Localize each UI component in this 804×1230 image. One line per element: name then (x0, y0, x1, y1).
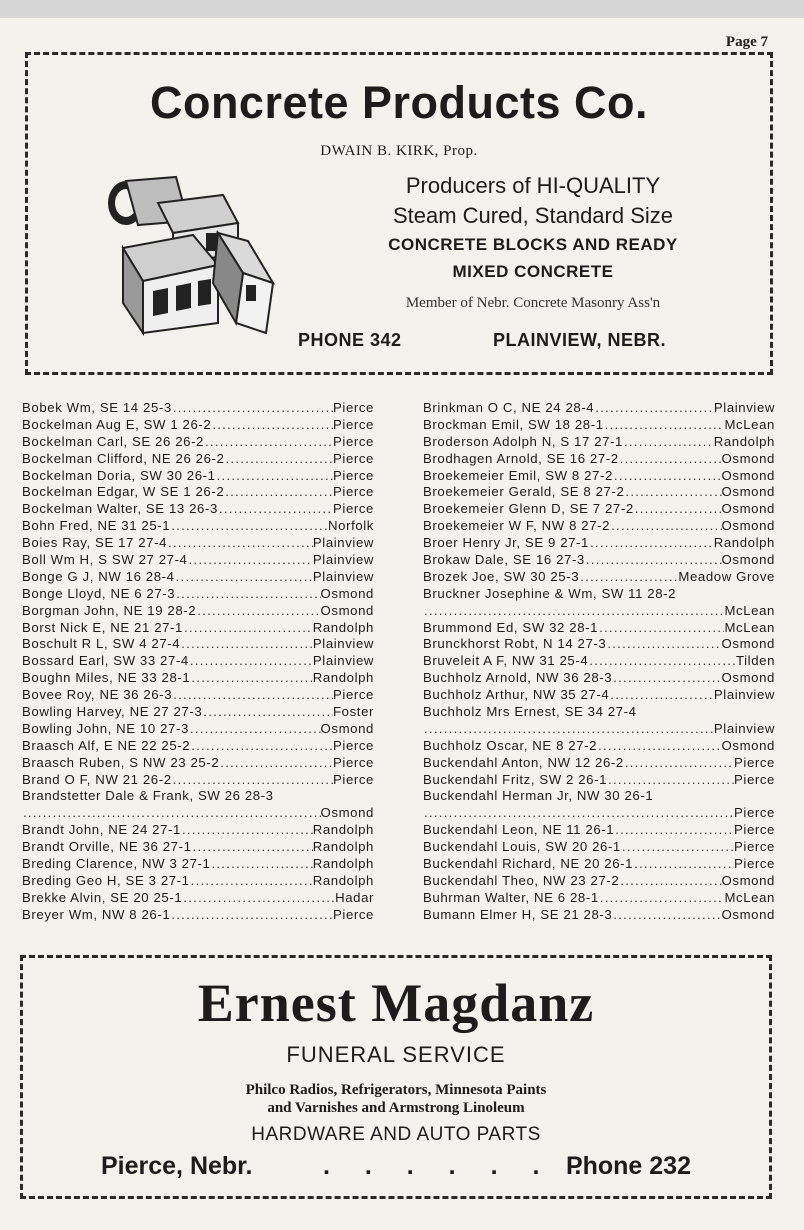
directory-entry (423, 417, 775, 434)
dot-leader (172, 772, 333, 789)
directory-entry (423, 772, 775, 789)
ad-title: Concrete Products Co. (149, 77, 649, 128)
entry-town: Osmond (721, 906, 775, 922)
entry-town: McLean (724, 416, 775, 432)
dot-leader (170, 518, 328, 535)
directory-entry (22, 788, 374, 805)
directory-entry (423, 822, 775, 839)
dot-leader (189, 721, 321, 738)
entry-town: Pierce (333, 906, 374, 922)
dot-leader (621, 839, 734, 856)
entry-town: Norfolk (328, 518, 374, 534)
dot-leader (180, 636, 313, 653)
entry-name-location: Brozek Joe, SW 30 25-3 (423, 568, 580, 584)
directory-entry (22, 704, 374, 721)
concrete-products-ad (25, 52, 773, 375)
entry-name-location: Brand O F, NW 21 26-2 (22, 771, 172, 787)
directory-entry (423, 518, 775, 535)
dot-leader (224, 451, 333, 468)
concrete-blocks-illustration (98, 173, 278, 338)
entry-name-location: Borgman John, NE 19 28-2 (22, 602, 197, 618)
directory-entry (423, 620, 775, 637)
ad-tagline-1: Producers of HI-QUALITY (405, 173, 661, 198)
dot-leader (192, 839, 313, 856)
dot-leader (189, 653, 313, 670)
entry-town: McLean (724, 619, 775, 635)
entry-name-location: Bowling Harvey, NE 27 27-3 (22, 704, 203, 720)
entry-town: Pierce (333, 771, 374, 787)
entry-name-location: Broekemeier Gerald, SE 8 27-2 (423, 484, 625, 500)
entry-town: Plainview (312, 653, 374, 669)
directory-entry (423, 653, 775, 670)
directory-entry (423, 636, 775, 653)
dot-leader (610, 518, 721, 535)
entry-town: Plainview (713, 687, 775, 703)
dot-leader (196, 603, 320, 620)
entry-name-location: Buckendahl Theo, NW 23 27-2 (423, 872, 620, 888)
entry-town: McLean (724, 602, 775, 618)
entry-name-location: Bockelman Doria, SW 30 26-1 (22, 467, 216, 483)
dot-leader (218, 501, 333, 518)
entry-town: Plainview (713, 720, 775, 736)
entry-name-location: Bobek Wm, SE 14 25-3 (22, 400, 172, 415)
entry-name-location: Bruveleit A F, NW 31 25-4 (423, 653, 589, 669)
entry-town: Osmond (721, 552, 775, 568)
directory-entry (423, 434, 775, 451)
entry-town: Pierce (734, 856, 775, 872)
entry-name-location: Brunckhorst Robt, N 14 27-3 (423, 636, 607, 652)
dot-leader (614, 822, 734, 839)
entry-town: Plainview (312, 552, 374, 568)
directory-entry (22, 890, 374, 907)
directory-entry (22, 822, 374, 839)
directory-entry (423, 603, 775, 620)
dot-leader (423, 721, 714, 738)
dot-leader (588, 653, 736, 670)
entry-name-location: Broekemeier Glenn D, SE 7 27-2 (423, 501, 634, 517)
entry-town: Tilden (735, 653, 775, 669)
directory-entry (423, 755, 775, 772)
directory-entry (22, 653, 374, 670)
directory-entry (423, 738, 775, 755)
directory-entry (423, 451, 775, 468)
directory-entry (22, 839, 374, 856)
directory-entry (22, 468, 374, 485)
entry-town: Osmond (721, 484, 775, 500)
entry-name-location: Buhrman Walter, NE 6 28-1 (423, 889, 599, 905)
directory-entry (423, 535, 775, 552)
entry-name-location: Bossard Earl, SW 33 27-4 (22, 653, 189, 669)
dot-leader (211, 417, 333, 434)
entry-town: Osmond (721, 501, 775, 517)
entry-name-location: Buchholz Arnold, NW 36 28-3 (423, 670, 613, 686)
directory-entry (423, 484, 775, 501)
directory-entry (22, 501, 374, 518)
dot-leader (423, 603, 724, 620)
entry-town: Pierce (333, 687, 374, 703)
ad-phone: Phone 232 (565, 1152, 691, 1180)
ad-tagline-4: MIXED CONCRETE (452, 262, 614, 281)
dot-leader (182, 890, 335, 907)
directory-entry (423, 721, 775, 738)
directory-entry (423, 839, 775, 856)
dot-leader (210, 856, 312, 873)
ad-phone: PHONE 342 (298, 330, 402, 350)
entry-town: Osmond (320, 720, 374, 736)
dot-leader (190, 873, 313, 890)
entry-name-location: Bonge G J, NW 16 28-4 (22, 568, 175, 584)
entry-town: McLean (724, 889, 775, 905)
entry-name-location: Bowling John, NE 10 27-3 (22, 720, 189, 736)
entry-name-location: Buckendahl Richard, NE 20 26-1 (423, 856, 634, 872)
entry-name-location: Bockelman Edgar, W SE 1 26-2 (22, 484, 225, 500)
dot-leader (604, 417, 725, 434)
directory-entry (423, 687, 775, 704)
directory-entry (22, 552, 374, 569)
entry-town: Pierce (333, 400, 374, 415)
ad-city: PLAINVIEW, NEBR. (493, 330, 667, 350)
dot-leader (216, 468, 333, 485)
dot-leader (633, 856, 734, 873)
entry-name-location: Buckendahl Anton, NW 12 26-2 (423, 754, 624, 770)
entry-town: Osmond (721, 872, 775, 888)
entry-name-location: Bockelman Walter, SE 13 26-3 (22, 501, 218, 517)
directory-entry (22, 400, 374, 417)
directory-entry (423, 400, 775, 417)
entry-town: Plainview (312, 636, 374, 652)
directory-entry (22, 805, 374, 822)
entry-town: Randolph (713, 535, 775, 551)
dot-leader (190, 738, 333, 755)
directory-entry (423, 586, 775, 603)
dot-leader (181, 822, 313, 839)
ad-city: Pierce, Nebr. (101, 1152, 253, 1180)
entry-name-location: Boughn Miles, NE 33 28-1 (22, 670, 191, 686)
entry-town: Pierce (333, 754, 374, 770)
entry-name-location: Bockelman Aug E, SW 1 26-2 (22, 416, 212, 432)
entry-town: Osmond (721, 670, 775, 686)
entry-name-location: Bockelman Clifford, NE 26 26-2 (22, 450, 225, 466)
directory-entry (423, 873, 775, 890)
dot-leader (204, 434, 333, 451)
entry-town: Pierce (333, 467, 374, 483)
entry-name-location: Buchholz Oscar, NE 8 27-2 (423, 737, 598, 753)
directory-entry (22, 518, 374, 535)
entry-name-location: Buchholz Arthur, NW 35 27-4 (423, 687, 610, 703)
entry-town: Pierce (734, 805, 775, 821)
dot-leader (589, 535, 714, 552)
directory-column-right (423, 400, 775, 924)
entry-town: Pierce (734, 754, 775, 770)
entry-name-location: Buchholz Mrs Ernest, SE 34 27-4 (423, 704, 637, 720)
ad-membership: Member of Nebr. Concrete Masonry Ass'n (405, 295, 661, 311)
directory-entry (22, 535, 374, 552)
ad-products-2: and Varnishes and Armstrong Linoleum (267, 1100, 525, 1116)
entry-name-location: Braasch Ruben, S NW 23 25-2 (22, 754, 220, 770)
entry-town: Randolph (312, 670, 374, 686)
entry-town: Plainview (312, 568, 374, 584)
dot-leader (22, 805, 321, 822)
entry-town: Randolph (312, 856, 374, 872)
entry-name-location: Breding Geo H, SE 3 27-1 (22, 872, 190, 888)
ad-tagline-3: CONCRETE BLOCKS AND READY (388, 235, 678, 254)
directory-entry (22, 636, 374, 653)
entry-name-location: Buckendahl Leon, NE 11 26-1 (423, 822, 615, 838)
dot-leader (612, 670, 721, 687)
entry-town: Pierce (333, 737, 374, 753)
dot-leader (190, 670, 312, 687)
directory-entry (22, 586, 374, 603)
entry-name-location: Brandstetter Dale & Frank, SW 26 28-3 (22, 788, 274, 804)
dot-leader (423, 805, 734, 822)
directory-entry (22, 484, 374, 501)
directory-entry (22, 620, 374, 637)
dot-leader (202, 704, 333, 721)
directory-column-left (22, 400, 374, 924)
entry-name-location: Bonge Lloyd, NE 6 27-3 (22, 585, 176, 601)
entry-name-location: Broekemeier W F, NW 8 27-2 (423, 518, 611, 534)
entry-name-location: Broekemeier Emil, SW 8 27-2 (423, 467, 613, 483)
dot-leader (172, 687, 333, 704)
dot-leader (175, 586, 320, 603)
scan-top-band (0, 0, 804, 18)
entry-name-location: Bruckner Josephine & Wm, SW 11 28-2 (423, 585, 677, 601)
ad-dot-leader: . . . . . . . (323, 1152, 596, 1180)
ad-service: FUNERAL SERVICE (286, 1042, 506, 1067)
directory-entry (423, 704, 775, 721)
entry-name-location: Boll Wm H, S SW 27 27-4 (22, 552, 188, 568)
directory-entry (423, 788, 775, 805)
dot-leader (612, 907, 721, 924)
dot-leader (167, 535, 313, 552)
dot-leader (619, 873, 721, 890)
entry-town: Osmond (320, 805, 374, 821)
entry-town: Pierce (734, 822, 775, 838)
directory-entry (22, 569, 374, 586)
entry-town: Randolph (312, 872, 374, 888)
entry-town: Hadar (335, 889, 374, 905)
dot-leader (175, 569, 313, 586)
entry-name-location: Broderson Adolph N, S 17 27-1 (423, 433, 623, 449)
dot-leader (634, 501, 722, 518)
directory-entry (22, 670, 374, 687)
page-number: Page 7 (725, 34, 768, 50)
entry-town: Pierce (734, 839, 775, 855)
entry-name-location: Brodhagen Arnold, SE 16 27-2 (423, 450, 619, 466)
entry-name-location: Brinkman O C, NE 24 28-4 (423, 400, 595, 415)
directory-entry (423, 907, 775, 924)
entry-town: Osmond (721, 737, 775, 753)
directory-entry (22, 772, 374, 789)
entry-name-location: Braasch Alf, E NE 22 25-2 (22, 737, 191, 753)
entry-town: Pierce (734, 771, 775, 787)
entry-name-location: Breding Clarence, NW 3 27-1 (22, 856, 211, 872)
directory-entry (22, 603, 374, 620)
entry-town: Foster (333, 704, 374, 720)
dot-leader (607, 772, 734, 789)
dot-leader (579, 569, 678, 586)
entry-town: Osmond (721, 518, 775, 534)
entry-town: Osmond (721, 467, 775, 483)
ad-proprietor: DWAIN B. KIRK, Prop. (320, 143, 478, 159)
entry-name-location: Bovee Roy, NE 36 26-3 (22, 687, 173, 703)
entry-town: Pierce (333, 433, 374, 449)
directory-entry (423, 670, 775, 687)
dot-leader (599, 890, 725, 907)
directory-entry (423, 501, 775, 518)
entry-name-location: Boschult R L, SW 4 27-4 (22, 636, 181, 652)
entry-town: Plainview (713, 400, 775, 415)
ad-tagline-2: Steam Cured, Standard Size (392, 203, 674, 228)
dot-leader (606, 636, 721, 653)
entry-name-location: Buckendahl Herman Jr, NW 30 26-1 (423, 788, 654, 804)
directory-entry (423, 569, 775, 586)
dot-leader (623, 434, 714, 451)
entry-town: Randolph (312, 619, 374, 635)
entry-town: Osmond (320, 585, 374, 601)
directory-entry (423, 552, 775, 569)
dot-leader (172, 400, 333, 417)
dot-leader (224, 484, 333, 501)
directory-entry (22, 738, 374, 755)
directory-entry (22, 856, 374, 873)
entry-name-location: Buckendahl Louis, SW 20 26-1 (423, 839, 621, 855)
ad-hardware: HARDWARE AND AUTO PARTS (251, 1124, 541, 1145)
entry-town: Randolph (713, 433, 775, 449)
entry-town: Osmond (320, 602, 374, 618)
entry-town: Osmond (721, 636, 775, 652)
entry-name-location: Brandt John, NE 24 27-1 (22, 822, 181, 838)
dot-leader (188, 552, 313, 569)
entry-town: Pierce (333, 484, 374, 500)
directory-entry (22, 434, 374, 451)
dot-leader (624, 755, 734, 772)
entry-name-location: Brummond Ed, SW 32 28-1 (423, 619, 599, 635)
entry-town: Pierce (333, 450, 374, 466)
dot-leader (619, 451, 722, 468)
dot-leader (613, 468, 722, 485)
directory-entry (22, 907, 374, 924)
entry-name-location: Bockelman Carl, SE 26 26-2 (22, 433, 204, 449)
ad-products-1: Philco Radios, Refrigerators, Minnesota Paints (245, 1082, 547, 1098)
dot-leader (170, 907, 333, 924)
entry-name-location: Brokaw Dale, SE 16 27-3 (423, 552, 585, 568)
dot-leader (219, 755, 333, 772)
entry-name-location: Brekke Alvin, SE 20 25-1 (22, 889, 183, 905)
entry-town: Randolph (312, 839, 374, 855)
entry-name-location: Brockman Emil, SW 18 28-1 (423, 416, 604, 432)
directory-entry (22, 721, 374, 738)
directory-entry (22, 687, 374, 704)
entry-name-location: Broer Henry Jr, SE 9 27-1 (423, 535, 589, 551)
directory-entry (22, 755, 374, 772)
dot-leader (585, 552, 722, 569)
dot-leader (624, 484, 721, 501)
directory-entry (22, 417, 374, 434)
directory-entry (423, 805, 775, 822)
dot-leader (598, 620, 724, 637)
magdanz-ad (20, 955, 772, 1199)
entry-town: Meadow Grove (678, 568, 775, 584)
directory-entry (22, 451, 374, 468)
directory-entry (423, 468, 775, 485)
entry-town: Randolph (312, 822, 374, 838)
entry-name-location: Brandt Orville, NE 36 27-1 (22, 839, 192, 855)
entry-town: Plainview (312, 535, 374, 551)
dot-leader (594, 400, 714, 417)
entry-name-location: Breyer Wm, NW 8 26-1 (22, 906, 171, 922)
dot-leader (183, 620, 313, 637)
entry-town: Pierce (333, 501, 374, 517)
directory-entry (22, 873, 374, 890)
dot-leader (597, 738, 721, 755)
ad-business-name: Ernest Magdanz (197, 973, 595, 1033)
entry-name-location: Bumann Elmer H, SE 21 28-3 (423, 906, 613, 922)
entry-name-location: Buckendahl Fritz, SW 2 26-1 (423, 771, 608, 787)
entry-name-location: Boies Ray, SE 17 27-4 (22, 535, 168, 551)
entry-name-location: Borst Nick E, NE 21 27-1 (22, 619, 183, 635)
entry-town: Pierce (333, 416, 374, 432)
entry-town: Osmond (721, 450, 775, 466)
directory-entry (423, 890, 775, 907)
entry-name-location: Bohn Fred, NE 31 25-1 (22, 518, 171, 534)
dot-leader (609, 687, 714, 704)
directory-entry (423, 856, 775, 873)
